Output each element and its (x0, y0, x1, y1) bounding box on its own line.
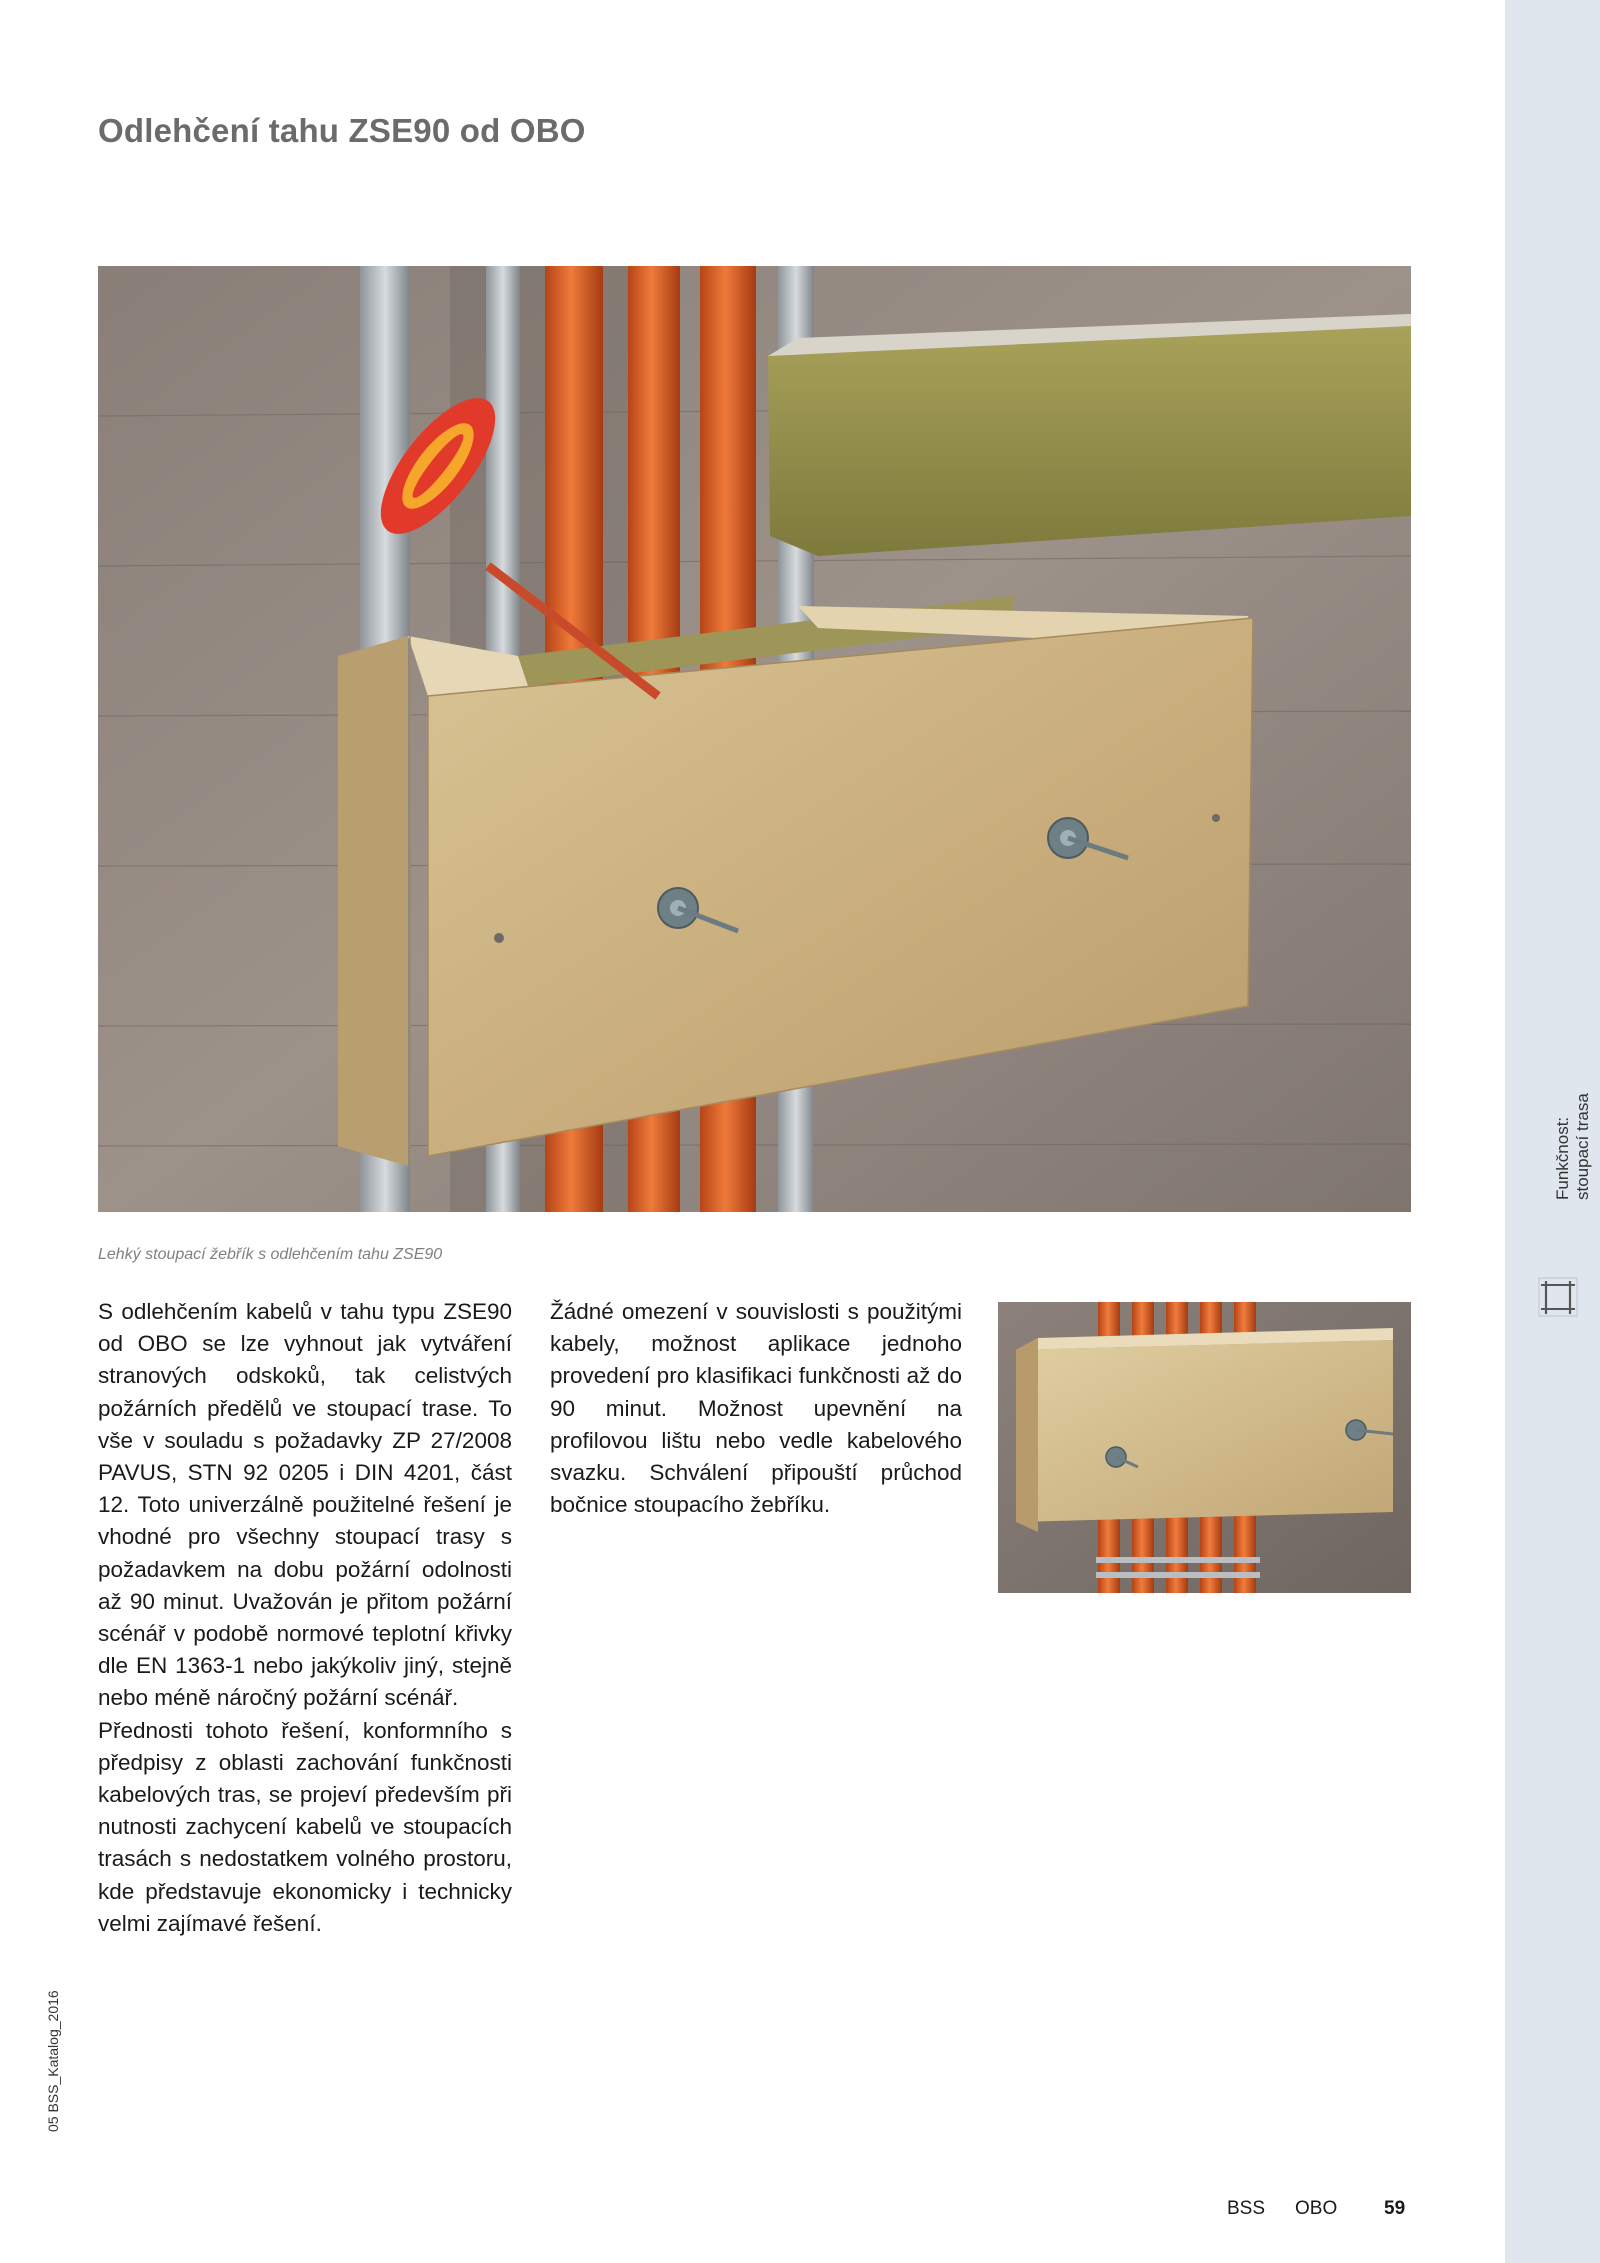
ladder-icon (1538, 1277, 1578, 1317)
footer-company: OBO (1295, 2198, 1338, 2219)
text-column-1 (98, 1296, 512, 1940)
text-column-2 (550, 1296, 962, 1521)
catalog-id-text: 05 BSS_Katalog_2016 (45, 1990, 61, 2132)
page-number: 59 (1384, 2198, 1406, 2219)
paragraph: Žádné omezení v souvislosti s použitými kabely, možnost aplikace jednoho provedení pro klasifikaci funkčnosti až do 90 minut. Možnost upevnění na profilovou lištu nebo vedle kabelového svazku. Schválení připouští průchod bočnice stoupacího žebříku. (550, 1299, 962, 1518)
footer-brand: BSS (1227, 2198, 1266, 2219)
page-title: Odlehčení tahu ZSE90 od OBO (98, 112, 586, 149)
detail-illustration (998, 1302, 1411, 1593)
paragraph: S odlehčením kabelů v tahu typu ZSE90 od OBO se lze vyhnout jak vytváření stranových odskoků, tak celistvých požárních předělů ve stoupací trase. To vše v souladu s požadavky ZP 27/2008 PAVUS, STN 92 0205 i DIN 4201, část 12. Toto univerzálně použitelné řešení je vhodné pro všechny stoupací trasy s požadavkem na dobu požární odolnosti až 90 minut. Uvažován je přitom požární scénář v podobě normové teplotní křivky dle EN 1363-1 nebo jakýkoliv jiný, stejně nebo méně náročný požární scénář. (98, 1299, 512, 1711)
side-tab-label-line2: stoupací trasa (1573, 1093, 1592, 1200)
figure-caption: Lehký stoupací žebřík s odlehčením tahu ZSE90 (98, 1246, 443, 1263)
paragraph: Přednosti tohoto řešení, konformního s předpisy z oblasti zachování funkčnosti kabelových tras, se projeví především při nutnosti zachycení kabelů ve stoupacích trasách s nedostatkem volného prostoru, kde představuje ekonomicky i technicky velmi zajímavé řešení. (98, 1717, 512, 1936)
side-tab-label-line1: Funkčnost: (1553, 1116, 1572, 1200)
main-illustration (98, 266, 1411, 1212)
